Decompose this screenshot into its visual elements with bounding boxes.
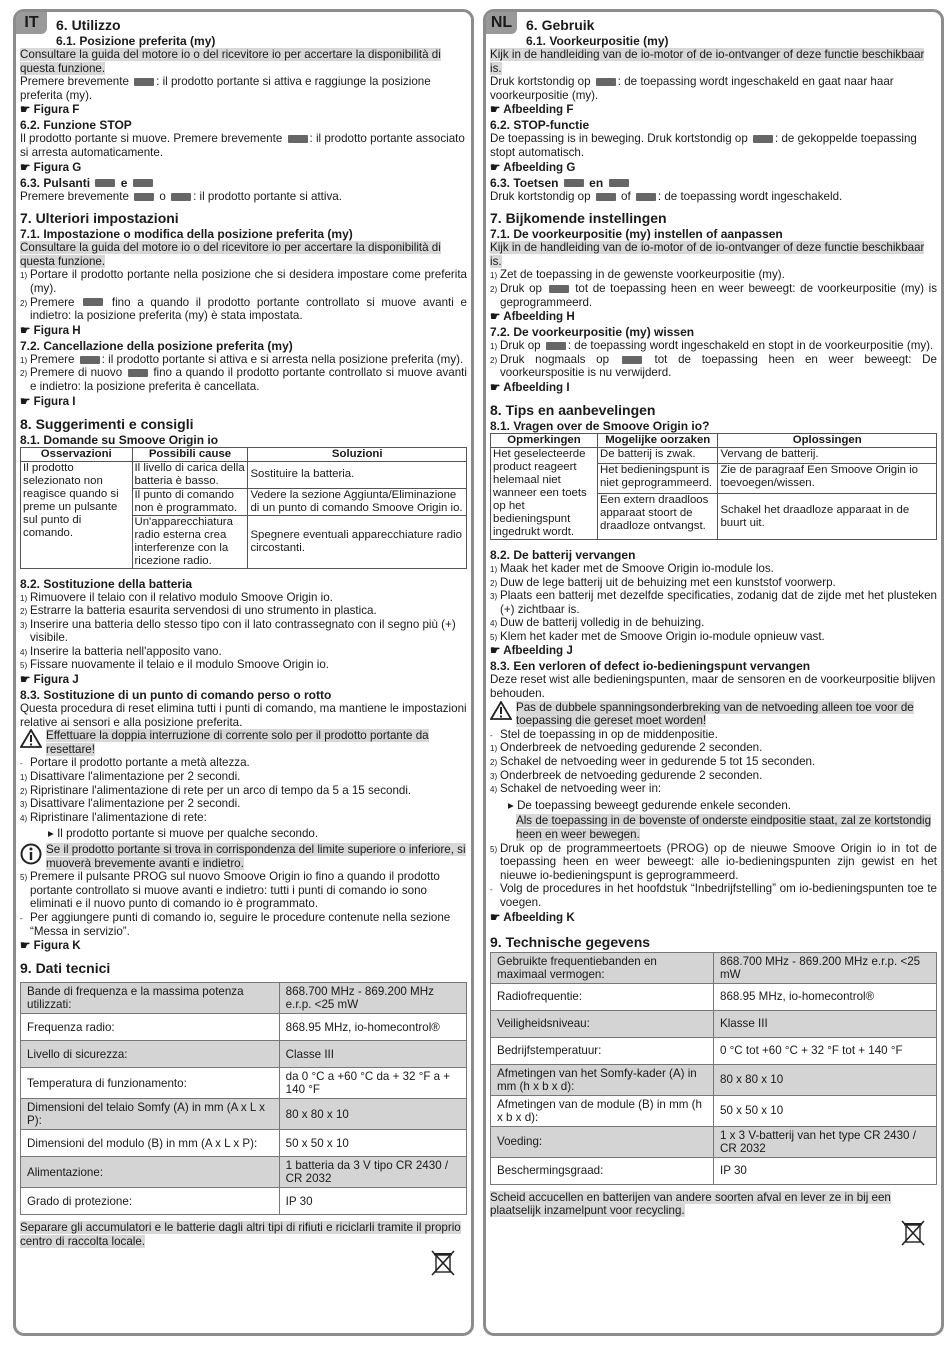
list-item: tot de toepassing heen en weer beweegt: de voorkeurpositie (my) is geprogrammeerd.	[500, 281, 937, 309]
subsection-title: 8.1. Domande su Smoove Origin io	[20, 432, 219, 447]
list-item: Disattivare l'alimentazione per 2 secondi.	[30, 797, 241, 811]
figure-ref: ☛ Afbeelding I	[490, 380, 570, 394]
section-title: 7. Ulteriori impostazioni	[20, 210, 179, 227]
subsection-title: 6.1. Voorkeurpositie (my)	[526, 34, 669, 48]
text: : il prodotto portante si attiva e raggiunge la posizione preferita (my).	[20, 75, 431, 102]
recycle-bin-icon	[20, 1250, 467, 1281]
section-title: 8. Tips en aanbevelingen	[490, 401, 656, 418]
down-button-icon	[609, 179, 629, 187]
my-button-icon	[80, 356, 100, 364]
list-item: Ripristinare l'alimentazione di rete:	[30, 810, 207, 824]
paragraph: Questa procedura di reset elimina tutti i punti di comando, ma mantiene le impostazioni relative ai sensori e alla posizione preferita.	[20, 702, 467, 729]
table-row	[21, 461, 467, 488]
list-item: Onderbreek de netvoeding gedurende 2 seconden.	[500, 741, 763, 755]
column-dutch: NL 6. Gebruik 6.1. Voorkeurpositie (my) Kijk in de handleiding van de io-motor of de io-ontvanger of deze functie beschikbaar is. Druk kortstondig op : de toepassing wordt ingeschakeld en gaat naar haar voorkeurpositie (my). ☛ Afbeelding F 6.2. STOP-functie De toepassing is in beweging. Druk kortstondig op : de gekoppelde toepassing stopt automatisch. ☛ Afbeelding G 6.3. Toetsen en Druk kortstondig op of : de toepassing wordt ingeschakeld. 7. Bijkomende instellingen 7.1. De voorkeurpositie (my) instellen of aanpassen Kijk in de handleiding van de io-motor of de io-ontvanger of deze functie beschikbaar is. 1) Zet de toepassing in de gewenste voorkeurpositie (my). 2) Druk op tot de toepassing heen en weer beweegt: de voorkeurpositie (my) is geprogrammeerd. ☛ Afbeelding H 7.2. De voorkeurpositie (my) wissen 1) Druk op : de toepassing wordt ingeschakeld en stopt in de voorkeurpositie (my). 2) Druk nogmaals op tot de toepassing heen en weer beweegt: De voorkeurspositie is nu verwijderd. ☛ Afbeelding I 8. Tips en aanbevelingen 8.1. Vragen over de Smoove Origin io? Opmerkingen Mogelijke oorzaken Oplossingen Het geselecteerde product reageert helemaal niet wanneer een toets op het bedieningspunt ingedrukt wordt. De batterij is zwak. Vervang de batterij. Het bedieningspunt is niet geprogrammeerd. Zie de paragraaf Een Smoove Origin io toevoegen/wissen. Een extern draadloos apparaat stoort de draadloze ontvangst. Schakel het draadloze apparaat in de buurt uit. 8.2. De batterij vervangen 1) Maak het kader met de Smoove Origin io-module los. 2) Duw de lege batterij uit de behuizing met een kunststof voorwerp. 3) Plaats een batterij met dezelfde specificaties, zodanig dat de zijde met het plusteken (+) zichtbaar is. 4) Duw de batterij volledig in de behuizing. 5) Klem het kader met de Smoove Origin io-module opnieuw vast. ☛ Afbeelding J 8.3. Een verloren of defect io-bedieningspunt vervangen Deze reset wist alle bedieningspunten, maar de sensoren en de voorkeurpositie blijven behouden. Pas de dubbele spanningsonderbreking van de netvoeding alleen toe voor de toepassing die gereset moet worden! - Stel de toepassing in op de middenpositie. 1) Onderbreek de netvoeding gedurende 2 seconden. 2) Schakel de netvoeding weer in gedurende 5 tot 15 seconden. 3) Onderbreek de netvoeding gedurende 2 seconden. 4) Schakel de netvoeding weer in: ▸ De toepassing beweegt gedurende enkele seconden. Als de toepassing in de bovenste of onderste eindpositie staat, zal ze kortstondig heen en weer bewegen. 5) Druk op de programmeertoets (PROG) op de nieuwe Smoove Origin io in tot de toepassing heen en weer beweegt: alle io-bedieningspunten zijn gewist en het nieuwe io-bedieningspunt is geprogrammeerd. - Volg de procedures in het hoofdstuk “Inbedrijfstelling” om io-bedieningspunten toe te voegen. ☛ Afbeelding K 9. Technische gegevens Gebruikte frequentiebanden en maximaal vermogen: 868.700 MHz - 869.200 MHz e.r.p. <25 mW Radiofrequentie: 868.95 MHz, io-homecontrol® Veiligheidsniveau: Klasse III Bedrijfstemperatuur: 0 °C tot +60 °C + 32 °F tot + 140 °F Afmetingen van het Somfy-kader (A) in mm (h x b x d): 80 x 80 x 10 Afmetingen van de module (B) in mm (h x b x d): 50 x 50 x 10 Voeding: 1 x 3 V-batterij van het type CR 2430 / CR 2032 Beschermingsgraad: IP 30 Scheid accucellen en batterijen van andere soorten afval en lever ze in bij een plaatselijk inzamelpunt voor recycling.	[483, 9, 944, 1336]
up-button-icon	[564, 179, 584, 187]
table-header: Opmerkingen	[491, 433, 598, 447]
pointing-hand-icon: ☛	[20, 323, 31, 337]
table-row: Afmetingen van de module (B) in mm (h x b x d): 50 x 50 x 10	[491, 1095, 937, 1126]
pointing-hand-icon: ☛	[20, 160, 31, 174]
table-header: Osservazioni	[21, 447, 133, 461]
subsection-title: 6.2. Funzione STOP	[20, 118, 132, 133]
figure-ref: ☛ Figura G	[20, 160, 82, 174]
down-button-icon	[171, 193, 191, 201]
my-button-icon	[596, 78, 616, 86]
section-title: 6. Gebruik	[526, 17, 595, 33]
pointing-hand-icon: ☛	[20, 673, 31, 687]
figure-ref: ☛ Afbeelding H	[490, 310, 575, 324]
my-button-icon	[288, 135, 308, 143]
table-cell: Spegnere eventuali apparecchiature radio circostanti.	[248, 515, 467, 568]
table-row: Livello di sicurezza: Classe III	[21, 1041, 467, 1068]
text: Il prodotto portante si muove. Premere brevemente	[20, 132, 283, 146]
table-row: Frequenza radio: 868.95 MHz, io-homecontrol®	[21, 1014, 467, 1041]
arrow-bullet-icon: ▸	[48, 827, 54, 841]
up-button-icon	[134, 193, 154, 201]
technical-data-table	[490, 952, 937, 1185]
section-title: 7. Bijkomende instellingen	[490, 210, 667, 227]
table-cell: Schakel het draadloze apparaat in de buurt uit.	[718, 494, 937, 539]
table-row: Dimensioni del telaio Somfy (A) in mm (A x L x P): 80 x 80 x 10	[21, 1099, 467, 1130]
table-row: Temperatura di funzionamento: da 0 °C a +60 °C da + 32 °F a + 140 °F	[21, 1068, 467, 1099]
subsection-title: 8.3. Een verloren of defect io-bedieningspunt vervangen	[490, 659, 811, 674]
info-text: Se il prodotto portante si trova in corrispondenza del limite superiore o inferiore, si muoverà brevemente avanti e indietro.	[46, 843, 466, 870]
up-button-icon	[596, 193, 616, 201]
subsection-title: 8.2. De batterij vervangen	[490, 547, 636, 562]
table-row	[491, 447, 937, 463]
language-tab: IT	[16, 12, 47, 34]
table-row: Veiligheidsniveau: Klasse III	[491, 1010, 937, 1037]
info-icon	[20, 843, 42, 869]
pointing-hand-icon: ☛	[490, 103, 501, 117]
list-item: Portare il prodotto portante nella posizione che si desidera impostare come preferita (my).	[30, 268, 467, 295]
list-item: Plaats een batterij met dezelfde specificaties, zodanig dat de zijde met het plusteken (+) zichtbaar is.	[500, 589, 937, 616]
list-item: fino a quando il prodotto portante controllato si muove avanti e indietro: la posizione preferita è cancellata.	[30, 366, 467, 393]
figure-ref: ☛ Figura H	[20, 323, 81, 337]
list-item: Rimuovere il telaio con il relativo modulo Smoove Origin io.	[30, 590, 333, 604]
warning-icon	[490, 701, 512, 724]
list-item: fino a quando il prodotto portante controllato si muove avanti e indietro: la posizione preferita (my) è stata impostata.	[30, 295, 467, 323]
section-title: 9. Dati tecnici	[20, 960, 111, 977]
subsection-title: 8.1. Vragen over de Smoove Origin io?	[490, 418, 710, 433]
list-item: Disattivare l'alimentazione per 2 secondi.	[30, 770, 241, 784]
table-cell: Vervang de batterij.	[718, 447, 937, 463]
column-italian: IT 6. Utilizzo 6.1. Posizione preferita (my) Consultare la guida del motore io o del ricevitore io per accertare la disponibilità di questa funzione. Premere brevemente : il prodotto portante si attiva e raggiunge la posizione preferita (my). ☛ Figura F 6.2. Funzione STOP Il prodotto portante si muove. Premere brevemente : il prodotto portante associato si arresta automaticamente. ☛ Figura G 6.3. Pulsanti e Premere brevemente o : il prodotto portante si attiva. 7. Ulteriori impostazioni 7.1. Impostazione o modifica della posizione preferita (my) Consultare la guida del motore io o del ricevitore io per accertare la disponibilità di questa funzione. 1) Portare il prodotto portante nella posizione che si desidera impostare come preferita (my). 2) Premere fino a quando il prodotto portante controllato si muove avanti e indietro: la posizione preferita (my) è stata impostata. ☛ Figura H 7.2. Cancellazione della posizione preferita (my) 1) Premere : il prodotto portante si attiva e si arresta nella posizione preferita (my). 2) Premere di nuovo fino a quando il prodotto portante controllato si muove avanti e indietro: la posizione preferita è cancellata. ☛ Figura I 8. Suggerimenti e consigli 8.1. Domande su Smoove Origin io Osservazioni Possibili cause Soluzioni Il prodotto selezionato non reagisce quando si preme un pulsante sul punto di comando. Il livello di carica della batteria è basso. Sostituire la batteria. Il punto di comando non è programmato. Vedere la sezione Aggiunta/Eliminazione di un punto di comando Smoove Origin io. Un'apparecchiatura radio esterna crea interferenze con la ricezione radio. Spegnere eventuali apparecchiature radio circostanti. 8.2. Sostituzione della batteria 1) Rimuovere il telaio con il relativo modulo Smoove Origin io. 2) Estrarre la batteria esaurita servendosi di uno strumento in plastica. 3) Inserire una batteria dello stesso tipo con il lato contrassegnato con il segno più (+) visibile. 4) Inserire la batteria nell'apposito vano. 5) Fissare nuovamente il telaio e il modulo Smoove Origin io. ☛ Figura J 8.3. Sostituzione di un punto di comando perso o rotto Questa procedura di reset elimina tutti i punti di comando, ma mantiene le impostazioni relative ai sensori e alla posizione preferita. Effettuare la doppia interruzione di corrente solo per il prodotto portante da resettare! - Portare il prodotto portante a metà altezza. 1) Disattivare l'alimentazione per 2 secondi. 2) Ripristinare l'alimentazione di rete per un arco di tempo da 5 a 15 secondi. 3) Disattivare l'alimentazione per 2 secondi. 4) Ripristinare l'alimentazione di rete: ▸ Il prodotto portante si muove per qualche secondo. Se il prodotto portante si trova in corrispondenza del limite superiore o inferiore, si muoverà brevemente avanti e indietro. 5) Premere il pulsante PROG sul nuovo Smoove Origin io fino a quando il prodotto portante controllato si muove avanti e indietro: tutti i punti di comando io sono eliminati e il nuovo punto di comando io è programmato. - Per aggiungere punti di comando io, seguire le procedure contenute nella sezione “Messa in servizio”. ☛ Figura K 9. Dati tecnici Bande di frequenza e la massima potenza utilizzati: 868.700 MHz - 869.200 MHz e.r.p. <25 mW Frequenza radio: 868.95 MHz, io-homecontrol® Livello di sicurezza: Classe III Temperatura di funzionamento: da 0 °C a +60 °C da + 32 °F a + 140 °F Dimensioni del telaio Somfy (A) in mm (A x L x P): 80 x 80 x 10 Dimensioni del modulo (B) in mm (A x L x P): 50 x 50 x 10 Alimentazione: 1 batteria da 3 V tipo CR 2430 / CR 2032 Grado di protezione: IP 30 Separare gli accumulatori e le batterie dagli altri tipi di rifiuti e riciclarli tramite il proprio centro di raccolta locale.	[13, 9, 474, 1336]
table-cell: Il punto di comando non è programmato.	[132, 488, 248, 515]
warning-icon	[20, 729, 42, 752]
table-cell: Zie de paragraaf Een Smoove Origin io toevoegen/wissen.	[718, 463, 937, 494]
table-header: Soluzioni	[248, 447, 467, 461]
language-tab: NL	[486, 12, 517, 34]
table-cell: Vedere la sezione Aggiunta/Eliminazione di un punto di comando Smoove Origin io.	[248, 488, 467, 515]
table-row: Bedrijfstemperatuur: 0 °C tot +60 °C + 32 °F tot + 140 °F	[491, 1037, 937, 1064]
list-item: Inserire una batteria dello stesso tipo con il lato contrassegnato con il segno più (+) visibile.	[30, 617, 456, 645]
subsection-title: 6.2. STOP-functie	[490, 118, 590, 133]
my-button-icon	[549, 285, 569, 293]
subsection-title: 6.3. Toetsen en	[490, 176, 937, 190]
paragraph: Kijk in de handleiding van de io-motor of de io-ontvanger of deze functie beschikbaar is.	[490, 48, 925, 75]
subsection-title: 7.2. Cancellazione della posizione preferita (my)	[20, 338, 293, 353]
section-title: 8. Suggerimenti e consigli	[20, 415, 194, 432]
my-button-icon	[83, 298, 103, 306]
table-cell: Het geselecteerde product reageert helemaal niet wanneer een toets op het bedieningspunt ingedrukt wordt.	[491, 447, 598, 539]
list-item: Ripristinare l'alimentazione di rete per un arco di tempo da 5 a 15 secondi.	[30, 783, 412, 797]
text: : il prodotto portante associato si arresta automaticamente.	[20, 132, 465, 159]
table-cell: Un'apparecchiatura radio esterna crea interferenze con la ricezione radio.	[132, 515, 248, 568]
pointing-hand-icon: ☛	[490, 910, 501, 924]
troubleshooting-table	[490, 433, 937, 540]
warning-text: Pas de dubbele spanningsonderbreking van de netvoeding alleen toe voor de toepassing die gereset moet worden!	[516, 700, 914, 728]
text: Premere brevemente	[20, 189, 129, 203]
table-cell: Een extern draadloos apparaat stoort de draadloze ontvangst.	[598, 494, 718, 539]
list-item: tot de toepassing heen en weer beweegt: De voorkeurspositie is nu verwijderd.	[500, 352, 937, 380]
list-item: Druk op de programmeertoets (PROG) op de nieuwe Smoove Origin io in tot de toepassing heen en weer beweegt: alle io-bedieningspunten zijn gewist en het nieuwe io-bedieningspunt is geprogrammeerd.	[500, 841, 937, 882]
figure-ref: ☛ Afbeelding G	[490, 160, 576, 174]
my-button-icon	[546, 342, 566, 350]
list-item: Zet de toepassing in de gewenste voorkeurpositie (my).	[500, 268, 785, 282]
section-title: 9. Technische gegevens	[490, 933, 651, 950]
text: Premere brevemente	[20, 75, 129, 89]
recycle-bin-icon	[490, 1220, 937, 1251]
table-row: Grado di protezione: IP 30	[21, 1188, 467, 1215]
list-item: Volg de procedures in het hoofdstuk “Inbedrijfstelling” om io-bedieningspunten toe te voegen.	[500, 882, 937, 909]
text: : de toepassing wordt ingeschakeld en gaat naar haar voorkeurpositie (my).	[490, 75, 894, 102]
figure-ref: ☛ Figura J	[20, 673, 79, 687]
list-item: Portare il prodotto portante a metà altezza.	[30, 756, 250, 770]
pointing-hand-icon: ☛	[490, 160, 501, 174]
section-title: 6. Utilizzo	[56, 17, 121, 33]
table-row: Alimentazione: 1 batteria da 3 V tipo CR 2430 / CR 2032	[21, 1157, 467, 1188]
pointing-hand-icon: ☛	[20, 939, 31, 953]
subsection-title: 8.2. Sostituzione della batteria	[20, 576, 193, 591]
my-button-icon	[622, 356, 642, 364]
paragraph: Consultare la guida del motore io o del ricevitore io per accertare la disponibilità di questa funzione.	[20, 241, 441, 268]
arrow-bullet-icon: ▸	[508, 798, 514, 812]
text: Druk kortstondig op	[490, 75, 591, 89]
table-row: Voeding: 1 x 3 V-batterij van het type CR 2430 / CR 2032	[491, 1126, 937, 1157]
paragraph: Deze reset wist alle bedieningspunten, maar de sensoren en de voorkeurpositie blijven behouden.	[490, 673, 936, 701]
table-row: Afmetingen van het Somfy-kader (A) in mm (h x b x d): 80 x 80 x 10	[491, 1064, 937, 1095]
table-row: Beschermingsgraad: IP 30	[491, 1157, 937, 1184]
my-button-icon	[128, 369, 148, 377]
figure-ref: ☛ Figura K	[20, 939, 81, 953]
pointing-hand-icon: ☛	[490, 644, 501, 658]
pointing-hand-icon: ☛	[490, 310, 501, 324]
table-row: Bande di frequenza e la massima potenza utilizzati: 868.700 MHz - 869.200 MHz e.r.p. <25 mW	[21, 983, 467, 1014]
figure-ref: ☛ Afbeelding K	[490, 910, 575, 924]
warning-text: Effettuare la doppia interruzione di corrente solo per il prodotto portante da resettare!	[46, 729, 429, 756]
subsection-title: 6.3. Pulsanti e	[20, 176, 467, 190]
subsection-title: 8.3. Sostituzione di un punto di comando perso o rotto	[20, 688, 332, 703]
figure-ref: ☛ Afbeelding F	[490, 103, 574, 117]
pointing-hand-icon: ☛	[490, 380, 501, 394]
list-item: Klem het kader met de Smoove Origin io-module opnieuw vast.	[500, 629, 825, 643]
figure-ref: ☛ Figura F	[20, 103, 80, 117]
paragraph: Kijk in de handleiding van de io-motor of de io-ontvanger of deze functie beschikbaar is.	[490, 241, 925, 268]
table-header: Oplossingen	[718, 433, 937, 447]
text: De toepassing is in beweging. Druk kortstondig op	[490, 132, 748, 146]
table-row: Dimensioni del modulo (B) in mm (A x L x P): 50 x 50 x 10	[21, 1130, 467, 1157]
list-item: Duw de batterij volledig in de behuizing.	[500, 616, 705, 630]
info-text: Als de toepassing in de bovenste of onderste eindpositie staat, zal ze kortstondig heen en weer bewegen.	[516, 814, 932, 841]
list-item: : de toepassing wordt ingeschakeld en stopt in de voorkeurpositie (my).	[567, 339, 934, 353]
list-item: Schakel de netvoeding weer in:	[500, 782, 662, 796]
subsection-title: 7.1. Impostazione o modifica della posizione preferita (my)	[20, 227, 353, 242]
table-row: Gebruikte frequentiebanden en maximaal vermogen: 868.700 MHz - 869.200 MHz e.r.p. <25 mW	[491, 952, 937, 983]
text: : de gekoppelde toepassing stopt automatisch.	[490, 132, 917, 159]
my-button-icon	[753, 135, 773, 143]
subsection-title: 7.1. De voorkeurpositie (my) instellen of aanpassen	[490, 227, 783, 242]
list-item: Fissare nuovamente il telaio e il modulo Smoove Origin io.	[30, 658, 330, 672]
list-item: : il prodotto portante si attiva e si arresta nella posizione preferita (my).	[101, 352, 464, 366]
pointing-hand-icon: ☛	[20, 394, 31, 408]
list-item: Duw de lege batterij uit de behuizing met een kunststof voorwerp.	[500, 575, 836, 589]
paragraph: Consultare la guida del motore io o del ricevitore io per accertare la disponibilità di questa funzione.	[20, 48, 441, 75]
list-item: Per aggiungere punti di comando io, seguire le procedure contenute nella sezione “Messa in servizio”.	[30, 910, 451, 938]
subsection-title: 7.2. De voorkeurpositie (my) wissen	[490, 325, 695, 340]
troubleshooting-table	[20, 447, 467, 569]
text: Druk kortstondig op	[490, 189, 591, 203]
up-button-icon	[95, 179, 115, 187]
table-cell: Sostituire la batteria.	[248, 461, 467, 488]
recycling-note: Separare gli accumulatori e le batterie dagli altri tipi di rifiuti e riciclarli tramite il proprio centro di raccolta locale.	[20, 1221, 461, 1248]
pointing-hand-icon: ☛	[20, 103, 31, 117]
recycling-note: Scheid accucellen en batterijen van andere soorten afval en lever ze in bij een plaatselijk inzamelpunt voor recycling.	[490, 1190, 891, 1218]
down-button-icon	[636, 193, 656, 201]
table-header: Possibili cause	[132, 447, 248, 461]
list-item: Onderbreek de netvoeding gedurende 2 seconden.	[500, 768, 763, 782]
table-cell: De batterij is zwak.	[598, 447, 718, 463]
list-item: Premere il pulsante PROG sul nuovo Smoove Origin io fino a quando il prodotto portante controllato si muove avanti e indietro: tutti i punti di comando io sono eliminati e il nuovo punto di comando io è programmato.	[30, 870, 440, 911]
technical-data-table	[20, 982, 467, 1215]
list-item: Estrarre la batteria esaurita servendosi di uno strumento in plastica.	[30, 604, 377, 618]
list-item: Maak het kader met de Smoove Origin io-module los.	[500, 561, 774, 575]
figure-ref: ☛ Afbeelding J	[490, 644, 573, 658]
table-cell: Il prodotto selezionato non reagisce quando si preme un pulsante sul punto di comando.	[21, 461, 133, 568]
list-item: Inserire la batteria nell'apposito vano.	[30, 644, 222, 658]
subsection-title: 6.1. Posizione preferita (my)	[56, 34, 216, 48]
table-cell: Il livello di carica della batteria è basso.	[132, 461, 248, 488]
table-cell: Het bedieningspunt is niet geprogrammeerd.	[598, 463, 718, 494]
list-item: Schakel de netvoeding weer in gedurende 5 tot 15 seconden.	[500, 755, 816, 769]
table-row: Radiofrequentie: 868.95 MHz, io-homecontrol®	[491, 983, 937, 1010]
table-header: Mogelijke oorzaken	[598, 433, 718, 447]
figure-ref: ☛ Figura I	[20, 394, 76, 408]
list-item: Stel de toepassing in op de middenpositie.	[500, 727, 718, 741]
my-button-icon	[134, 78, 154, 86]
down-button-icon	[133, 179, 153, 187]
